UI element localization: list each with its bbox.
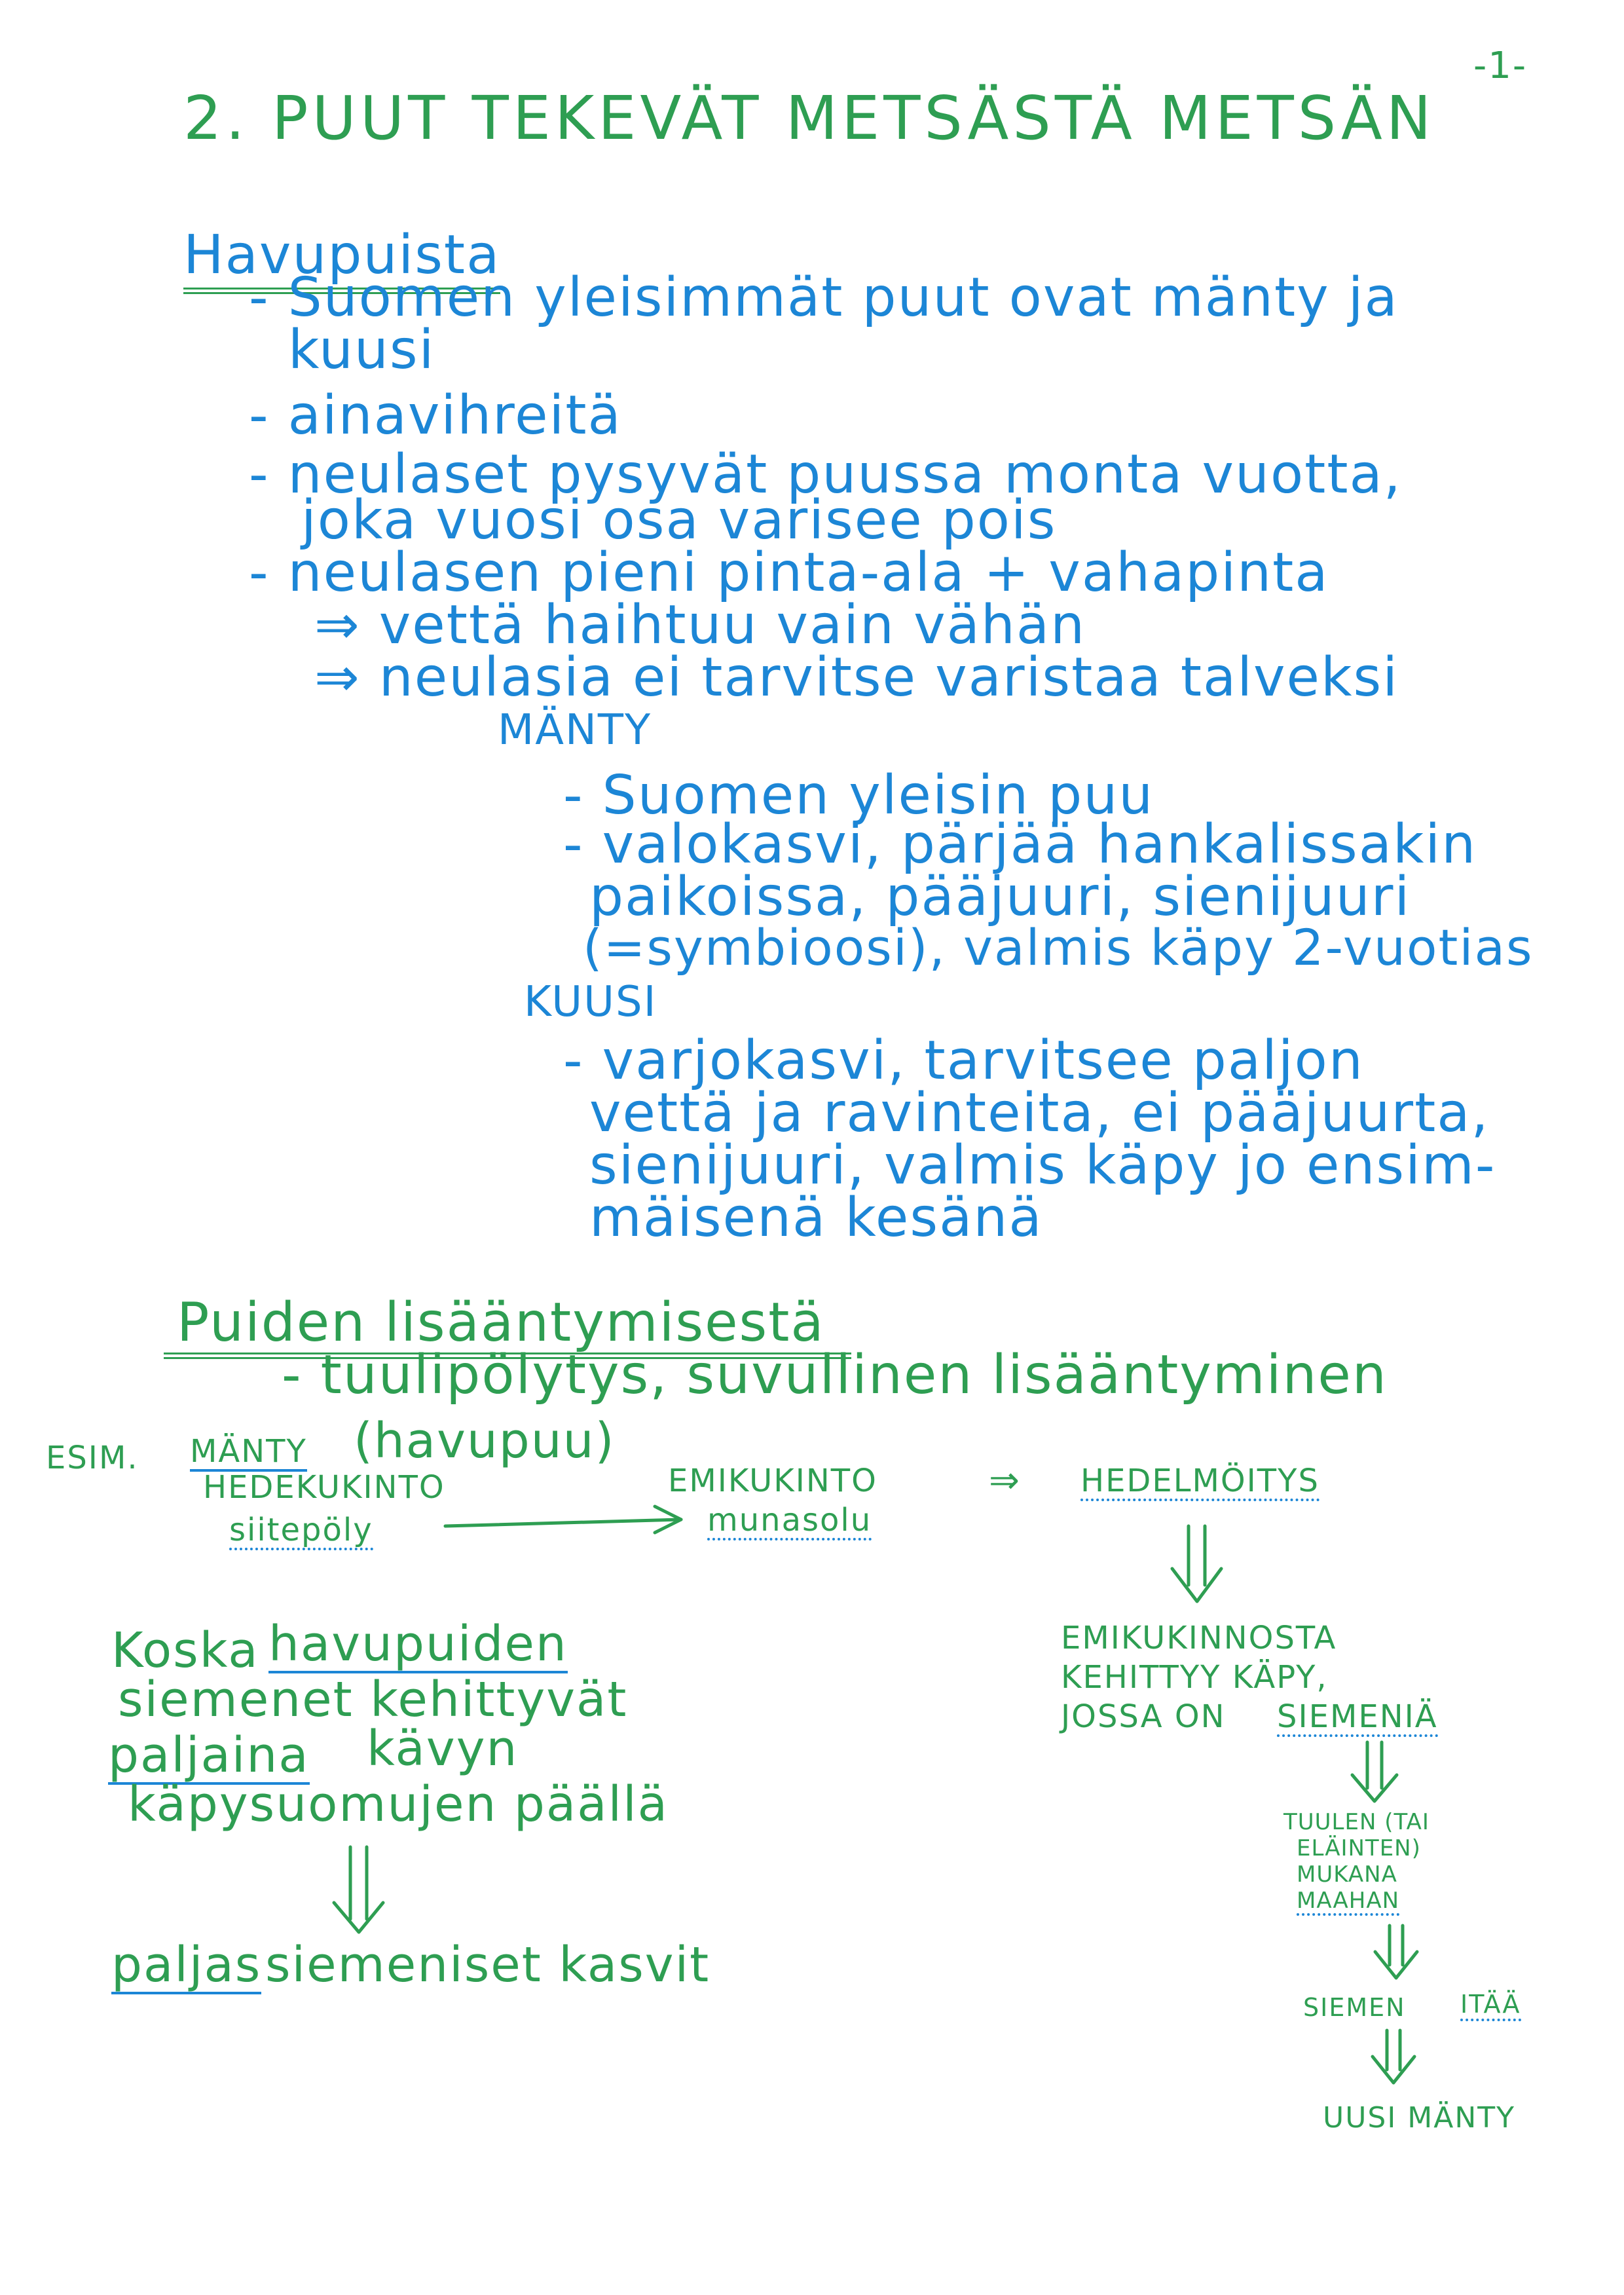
- double-arrow-down: [1172, 1526, 1221, 1601]
- esim-manty: MÄNTY: [190, 1434, 307, 1472]
- text-line: paikoissa, pääjuuri, sienijuuri: [589, 866, 1411, 928]
- flow-itaa: ITÄÄ: [1460, 1991, 1521, 2021]
- arrow-right: [445, 1520, 681, 1526]
- siitepoly-label: siitepöly: [229, 1513, 373, 1550]
- esim-havupuu: (havupuu): [354, 1413, 616, 1469]
- flow-step2-line: MAAHAN: [1297, 1890, 1399, 1916]
- text-line: - Suomen yleisin puu: [563, 764, 1154, 827]
- double-arrow-down: [1375, 1926, 1417, 1978]
- conclusion-paljas: paljas: [111, 1939, 261, 1994]
- text-line: kävyn: [367, 1721, 519, 1777]
- page-title: 2. PUUT TEKEVÄT METSÄSTÄ METSÄN: [183, 83, 1435, 153]
- section-heading-lisaantyminen: Puiden lisääntymisestä: [164, 1294, 851, 1359]
- text-line: ⇒ vettä haihtuu vain vähän: [314, 594, 1086, 656]
- hedelmoitys-label: HEDELMÖITYS: [1080, 1464, 1320, 1501]
- text-line: vettä ja ravinteita, ei pääjuurta,: [589, 1082, 1490, 1144]
- emikukinto-label: EMIKUKINTO: [668, 1463, 877, 1499]
- flow-uusi-manty: UUSI MÄNTY: [1323, 2101, 1516, 2135]
- text-line: - neulaset pysyvät puussa monta vuotta,: [249, 443, 1402, 506]
- text-line: (=symbioosi), valmis käpy 2-vuotias: [583, 918, 1534, 977]
- implies-arrow: ⇒: [989, 1459, 1021, 1502]
- koska-havupuiden: havupuiden: [268, 1618, 568, 1673]
- conclusion-rest: siemeniset kasvit: [265, 1937, 710, 1993]
- flow-siemen: SIEMEN: [1303, 1993, 1406, 2022]
- subheading-kuusi: KUUSI: [524, 978, 657, 1026]
- text-line: sienijuuri, valmis käpy jo ensim-: [589, 1134, 1496, 1197]
- hedekukinto-label: HEDEKUKINTO: [203, 1469, 445, 1506]
- flow-step1-line: EMIKUKINNOSTA: [1061, 1620, 1337, 1656]
- text-line: - valokasvi, pärjää hankalissakin: [563, 813, 1477, 876]
- text-line: ⇒ neulasia ei tarvitse varistaa talveksi: [314, 646, 1399, 709]
- subheading-manty: MÄNTY: [498, 706, 652, 755]
- double-arrow-down: [334, 1847, 383, 1932]
- text-line: käpysuomujen päällä: [128, 1776, 669, 1833]
- text-line: - Suomen yleisimmät puut ovat mänty ja: [249, 267, 1399, 329]
- flow-step2-line: MUKANA: [1297, 1861, 1397, 1888]
- flow-step1-line: JOSSA ON: [1061, 1698, 1226, 1735]
- double-arrow-down: [1373, 2030, 1414, 2083]
- text-line: - neulasen pieni pinta-ala + vahapinta: [249, 542, 1329, 604]
- text-line: - ainavihreitä: [249, 384, 622, 447]
- page-number: -1-: [1473, 45, 1528, 87]
- flow-step1-line: KEHITTYY KÄPY,: [1061, 1659, 1328, 1696]
- text-line: kuusi: [288, 319, 435, 381]
- text-line: joka vuosi osa varisee pois: [301, 489, 1057, 551]
- flow-step2-line: TUULEN (TAI: [1283, 1809, 1430, 1835]
- text-line: - varjokasvi, tarvitsee paljon: [563, 1030, 1364, 1092]
- flow-siemenia: SIEMENIÄ: [1277, 1700, 1438, 1737]
- text-line: mäisenä kesänä: [589, 1187, 1043, 1249]
- text-line: siemenet kehittyvät: [118, 1671, 628, 1728]
- koska-word: Koska: [111, 1622, 259, 1679]
- flow-step2-line: ELÄINTEN): [1297, 1835, 1421, 1861]
- section-heading-havupuista: Havupuista: [183, 226, 500, 294]
- esim-label: ESIM.: [46, 1440, 139, 1476]
- double-arrow-down: [1352, 1742, 1397, 1801]
- text-line: - tuulipölytys, suvullinen lisääntyminen: [282, 1344, 1388, 1406]
- koska-paljaina: paljaina: [108, 1729, 310, 1785]
- munasolu-label: munasolu: [707, 1503, 872, 1540]
